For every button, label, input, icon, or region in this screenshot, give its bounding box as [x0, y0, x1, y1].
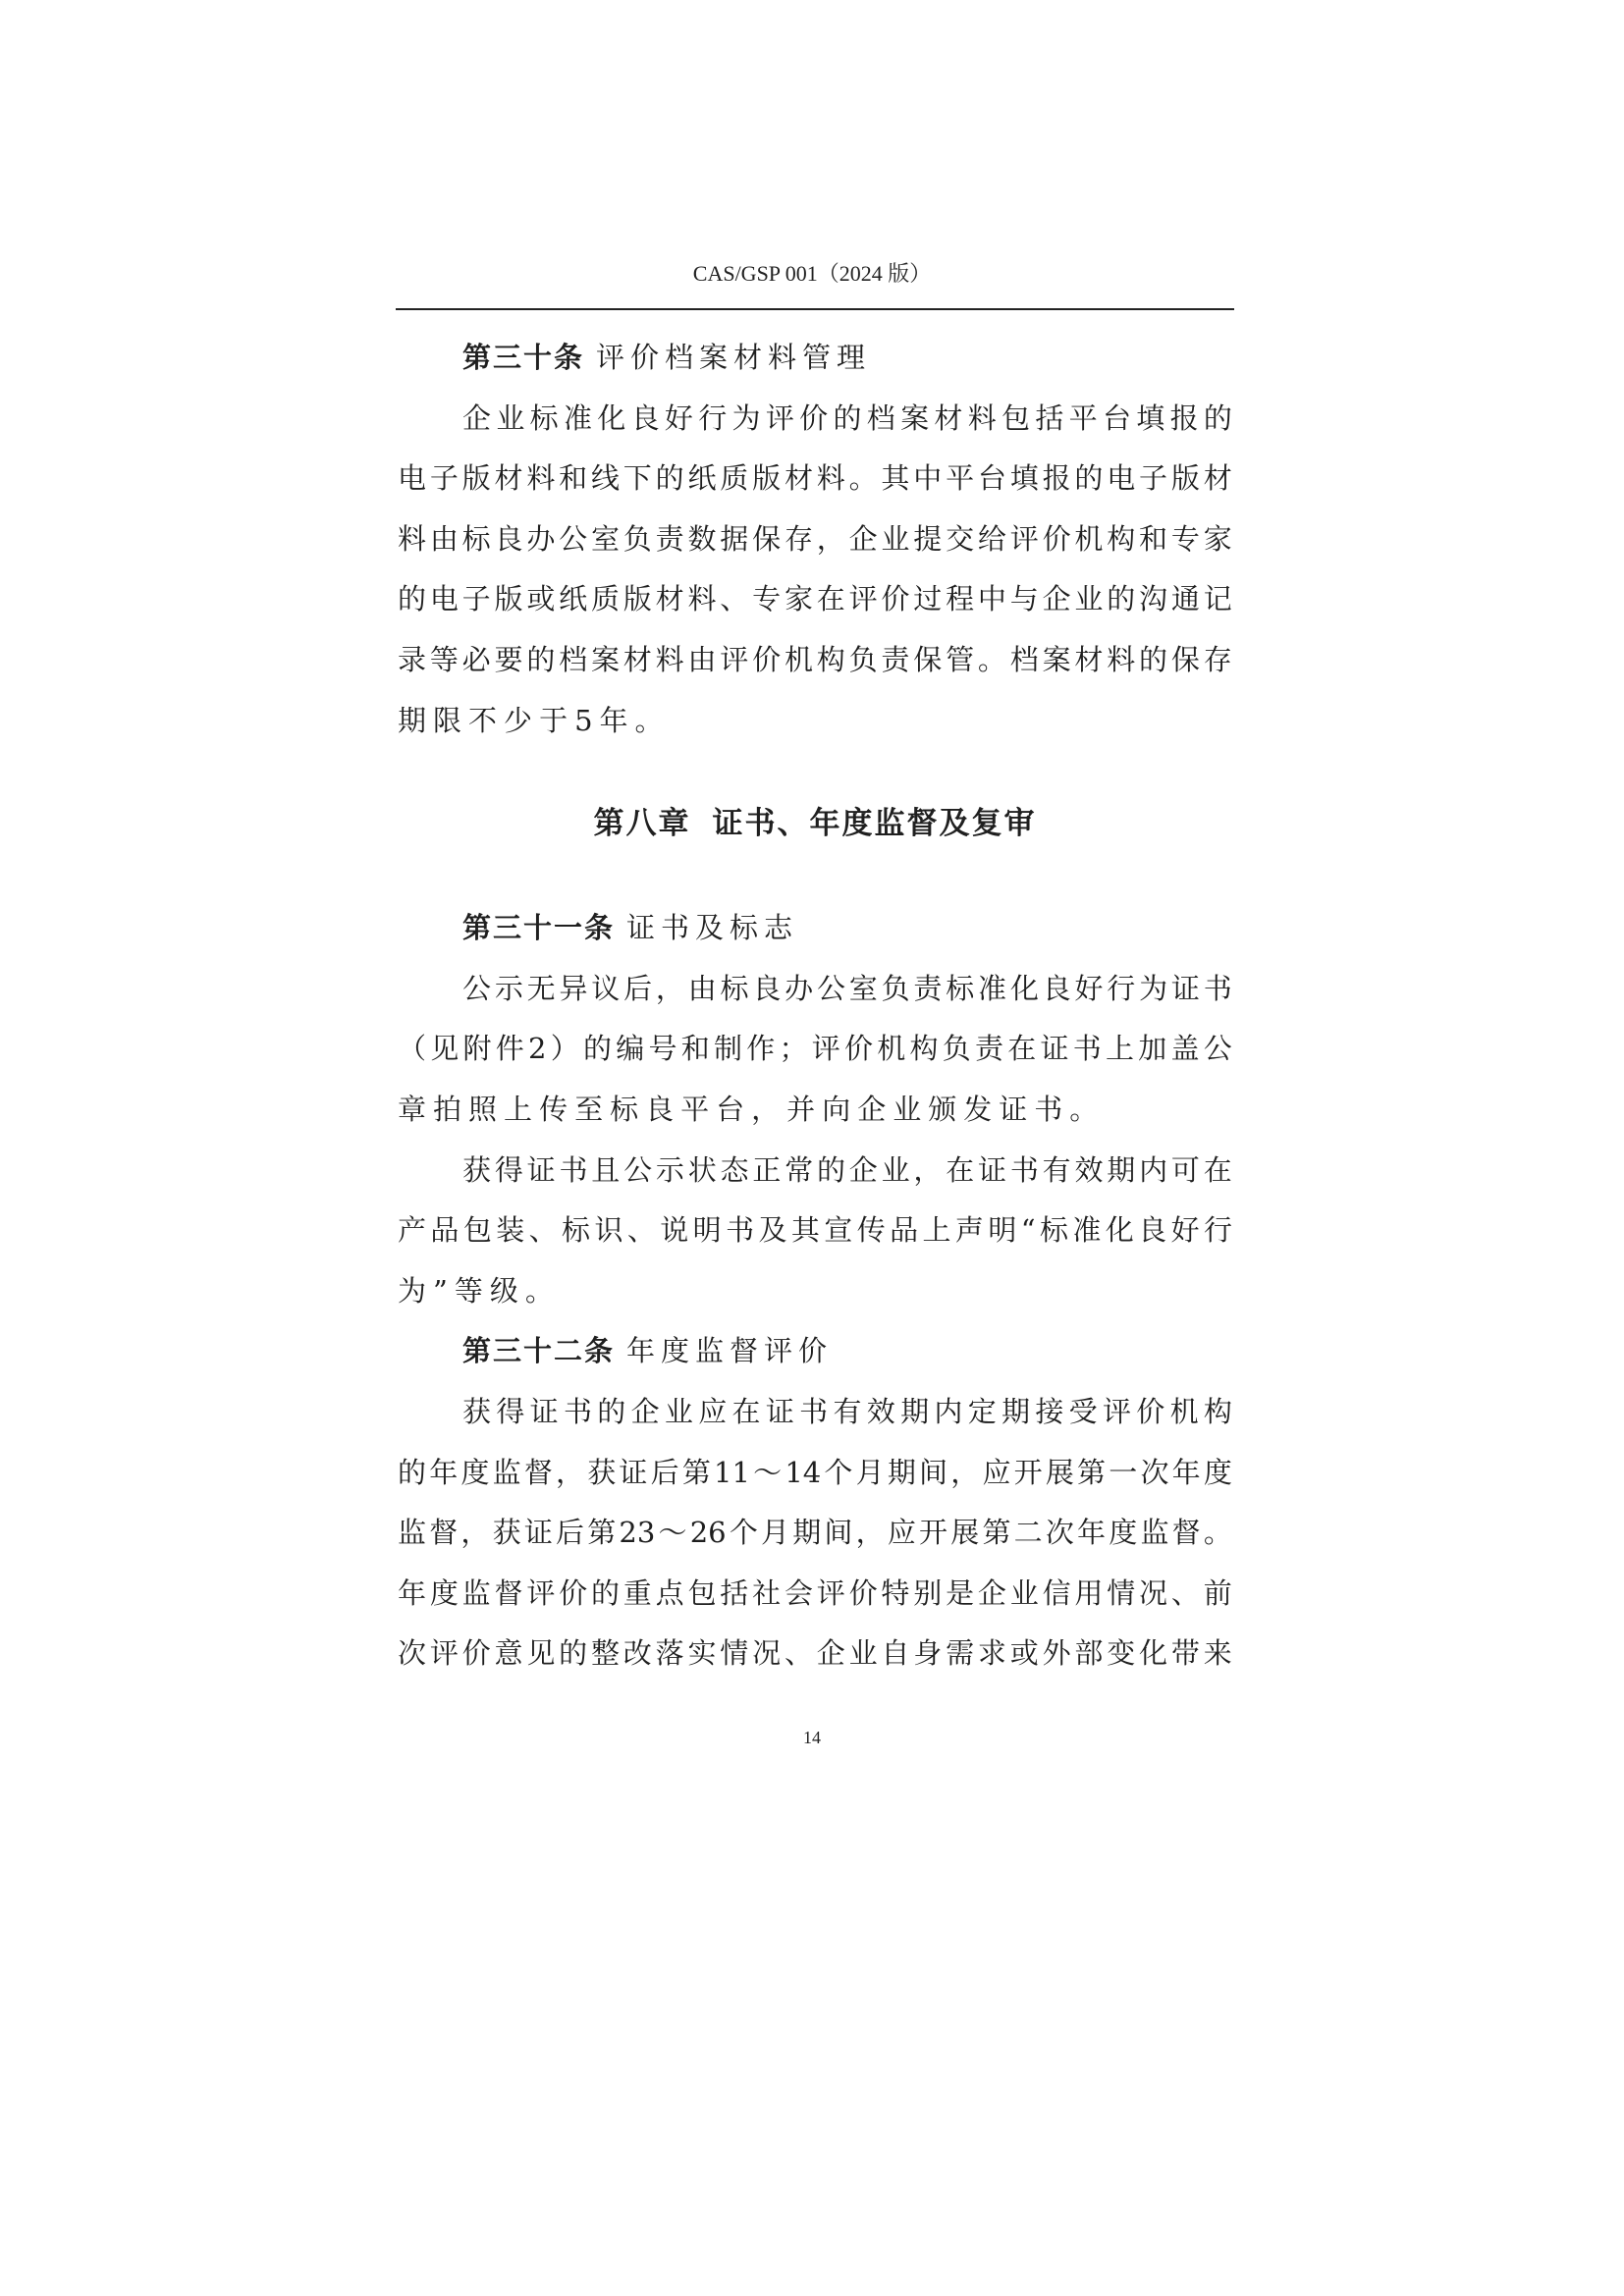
article-30-heading — [398, 328, 1232, 389]
text-line: 产 品 包 装 、 标 识 、 说 明 书 及 其 宣 传 品 上 声 明 “ 标 准 化 良 好 行 — [398, 1213, 1232, 1248]
header-rule — [396, 308, 1234, 310]
article-31-title: 证书及标志 — [626, 911, 799, 945]
chapter-title: 证书、年度监督及复审 — [712, 806, 1037, 842]
text-line: 录 等 必 要 的 档 案 材 料 由 评 价 机 构 负 责 保 管 。 档 案 材 料 的 保 存 — [398, 642, 1232, 676]
text-line: 监 督 ， 获 证 后 第 23 ～ 26 个 月 期 间 ， 应 开 展 第 二 次 年 度 监 督 。 — [398, 1516, 1232, 1550]
article-31-number: 第三十一条 — [462, 911, 616, 945]
article-30-number: 第三十条 — [462, 341, 585, 374]
article-32-number: 第三十二条 — [462, 1334, 616, 1368]
chapter-number: 第八章 — [593, 806, 691, 842]
page-number: 14 — [803, 1728, 821, 1747]
text-line: （ 见 附 件 2 ） 的 编 号 和 制 作 ； 评 价 机 构 负 责 在 证 书 上 加 盖 公 — [398, 1032, 1232, 1066]
article-31-paragraph-1 — [398, 959, 1232, 1141]
text-line: 的 电 子 版 或 纸 质 版 材 料 、 专 家 在 评 价 过 程 中 与 企 业 的 沟 通 记 — [398, 582, 1232, 616]
article-30-paragraph — [398, 389, 1232, 752]
text-line: 为 ” 等 级 。 — [398, 1273, 554, 1308]
article-32-title: 年度监督评价 — [626, 1334, 834, 1368]
chapter-heading — [398, 751, 1232, 898]
article-30-title: 评价档案材料管理 — [596, 341, 872, 374]
text-line: 次 评 价 意 见 的 整 改 落 实 情 况 、 企 业 自 身 需 求 或 外 部 变 化 带 来 — [398, 1636, 1232, 1671]
article-32-paragraph — [398, 1382, 1232, 1684]
text-line: 章 拍 照 上 传 至 标 良 平 台 ， 并 向 企 业 颁 发 证 书 。 — [398, 1092, 1099, 1126]
page-body — [398, 328, 1232, 1684]
text-line: 期 限 不 少 于 5 年 。 — [398, 703, 664, 737]
text-line: 企 业 标 准 化 良 好 行 为 评 价 的 档 案 材 料 包 括 平 台 填 报 的 — [462, 400, 1232, 435]
article-31-heading — [398, 898, 1232, 959]
article-32-heading — [398, 1321, 1232, 1382]
text-line: 的 年 度 监 督 ， 获 证 后 第 11 ～ 14 个 月 期 间 ， 应 开 展 第 一 次 年 度 — [398, 1455, 1232, 1489]
text-line: 年 度 监 督 评 价 的 重 点 包 括 社 会 评 价 特 别 是 企 业 信 用 情 况 、 前 — [398, 1575, 1232, 1610]
article-31-paragraph-2 — [398, 1141, 1232, 1322]
text-line: 料 由 标 良 办 公 室 负 责 数 据 保 存 ， 企 业 提 交 给 评 价 机 构 和 专 家 — [398, 521, 1232, 556]
text-line: 公 示 无 异 议 后 ， 由 标 良 办 公 室 负 责 标 准 化 良 好 行 为 证 书 — [462, 971, 1232, 1005]
text-line: 获 得 证 书 的 企 业 应 在 证 书 有 效 期 内 定 期 接 受 评 价 机 构 — [462, 1394, 1232, 1428]
running-header: CAS/GSP 001（2024 版） — [692, 261, 932, 286]
text-line: 获 得 证 书 且 公 示 状 态 正 常 的 企 业 ， 在 证 书 有 效 期 内 可 在 — [462, 1152, 1232, 1187]
text-line: 电 子 版 材 料 和 线 下 的 纸 质 版 材 料 。 其 中 平 台 填 报 的 电 子 版 材 — [398, 461, 1232, 496]
